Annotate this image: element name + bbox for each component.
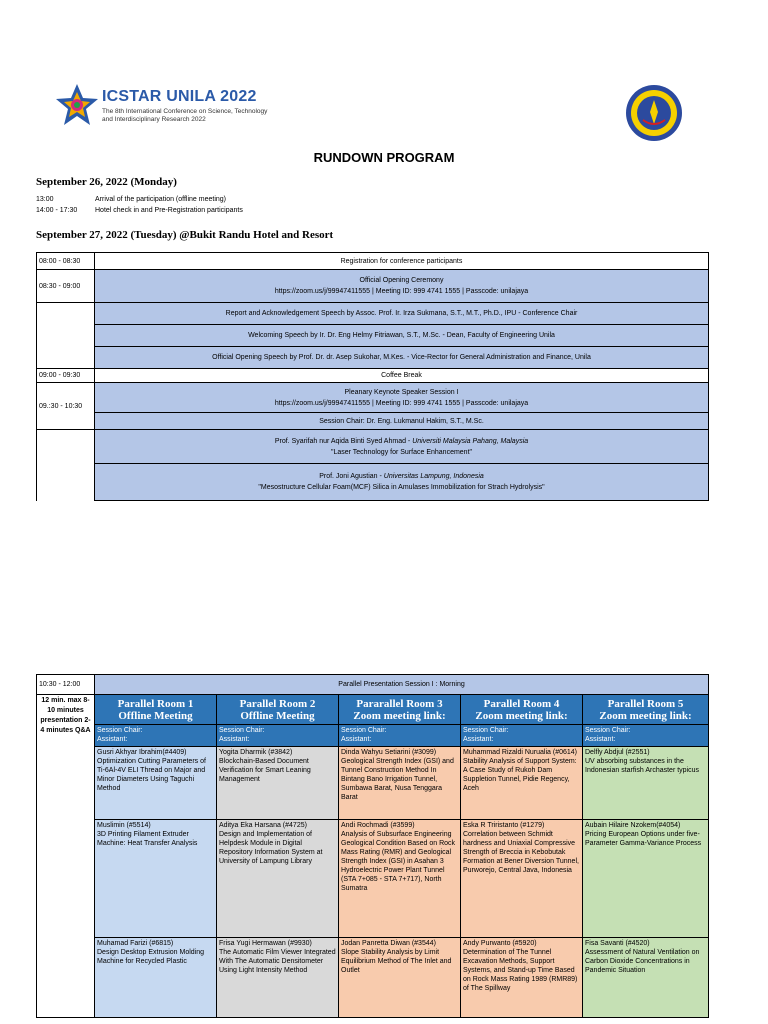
session-title: Parallel Presentation Session I : Morning xyxy=(95,675,709,695)
session-chair-cell: Session Chair: Assistant: xyxy=(583,725,709,747)
session-chair-cell: Session Chair: Assistant: xyxy=(95,725,217,747)
table-row xyxy=(37,675,709,695)
paper-cell: Muhamad Farizi (#6815) Design Desktop Extrusion Molding Machine for Recycled Plastic xyxy=(95,938,217,1018)
paper-cell: Gusri Akhyar Ibrahim(#4409) Optimization Cutting Parameters of Ti-6Al-4V ELI Thread on Major and Minor Diameters Using Taguchi Method xyxy=(95,747,217,820)
time-cell: 08:30 - 09:00 xyxy=(37,270,95,303)
table-row xyxy=(37,430,709,464)
logo-subtitle: The 8th International Conference on Science, Technology and Interdisciplinary Research 2022 xyxy=(102,108,268,123)
paper-cell: Dinda Wahyu Setiarini (#3099) Geological Strength Index (GSI) and Tunnel Construction Method In Bintang Bano Irrigation Tunnel, Sumbawa Barat, Nusa Tenggara Barat xyxy=(339,747,461,820)
table-row xyxy=(37,270,709,303)
room-header: Parallel Room 4 Zoom meeting link: xyxy=(461,695,583,725)
parallel-session-table xyxy=(36,674,709,1018)
day1-item: 13:00 Arrival of the participation (offline meeting) xyxy=(36,196,226,203)
time-cell: 08:00 - 08:30 xyxy=(37,253,95,270)
agenda-cell: Official Opening Ceremony https://zoom.us/j/99947411555 | Meeting ID: 999 4741 1555 | Passcode: unilajaya xyxy=(95,270,709,303)
room-header: Parallel Room 5 Zoom meeting link: xyxy=(583,695,709,725)
table-row xyxy=(37,725,709,747)
time-cell: 09:00 - 09:30 xyxy=(37,369,95,383)
paper-cell: Aubain Hilaire Nzokem(#4054) Pricing European Options under five-Parameter Gamma-Variance Process xyxy=(583,820,709,938)
logo-title: ICSTAR UNILA 2022 xyxy=(102,88,257,105)
paper-cell: Aditya Eka Harsana (#4725) Design and Implementation of Helpdesk Module in Digital Repository Information System at University of Lampung Library xyxy=(217,820,339,938)
agenda-cell: Prof. Joni Agustian - Universitas Lampung, Indonesia "Mesostructure Cellular Foam(MCF) Silica in Amulases Immobilization for Strach Hydrolysis" xyxy=(95,464,709,501)
paper-cell: Fisa Savanti (#4520) Assessment of Natural Ventilation on Carbon Dioxide Concentrations in Pandemic Situation xyxy=(583,938,709,1018)
time-cell xyxy=(37,430,95,464)
day1-date: September 26, 2022 (Monday) xyxy=(36,176,177,188)
paper-cell: Andy Purwanto (#5920) Determination of The Tunnel Excavation Methods, Support Systems, and Stand-up Time Based on Rock Mass Rating 1989 (RMR89) of The Spillway xyxy=(461,938,583,1018)
table-row xyxy=(37,820,709,938)
agenda-cell: Pleanary Keynote Speaker Session I https://zoom.us/j/99947411555 | Meeting ID: 999 4741 1555 | Passcode: unilajaya xyxy=(95,383,709,413)
agenda-cell: Session Chair: Dr. Eng. Lukmanul Hakim, S.T., M.Sc. xyxy=(95,413,709,430)
icstar-logo-icon xyxy=(54,82,100,128)
session-chair-cell: Session Chair: Assistant: xyxy=(339,725,461,747)
paper-cell: Delfly Abdjul (#2551) UV absorbing substances in the Indonesian starfish Archaster typicus xyxy=(583,747,709,820)
session-time: 10:30 - 12:00 xyxy=(37,675,95,695)
table-row xyxy=(37,325,709,347)
room-header: Parallel Room 1 Offline Meeting xyxy=(95,695,217,725)
paper-cell: Jodan Panretta Diwan (#3544) Slope Stability Analysis by Limit Equilibrium Method of The Inlet and Outlet xyxy=(339,938,461,1018)
university-seal-icon xyxy=(625,84,683,142)
page-title: RUNDOWN PROGRAM xyxy=(313,150,455,165)
table-row xyxy=(37,383,709,413)
session-chair-cell: Session Chair: Assistant: xyxy=(461,725,583,747)
session-chair-cell: Session Chair: Assistant: xyxy=(217,725,339,747)
table-row xyxy=(37,464,709,501)
agenda-cell: Welcoming Speech by Ir. Dr. Eng Helmy Fitriawan, S.T., M.Sc. - Dean, Faculty of Engineering Unila xyxy=(95,325,709,347)
agenda-cell: Official Opening Speech by Prof. Dr. dr. Asep Sukohar, M.Kes. - Vice-Rector for General Administration and Finance, Unila xyxy=(95,347,709,369)
agenda-cell: Registration for conference participants xyxy=(95,253,709,270)
day1-item: 14:00 - 17:30 Hotel check in and Pre-Registration participants xyxy=(36,207,243,214)
paper-cell: Andi Rochmadi (#3599) Analysis of Subsurface Engineering Geological Condition Based on Rock Mass Rating (RMR) and Geological Strength Index (GSI) in Asahan 3 Hydroelectric Power Plant Tunnel (STA 7+085 - STA 7+717), North Sumatra xyxy=(339,820,461,938)
paper-cell: Yogita Dharmik (#3842) Blockchain-Based Document Verification for Smart Leaning Management xyxy=(217,747,339,820)
table-row xyxy=(37,347,709,369)
day2-date: September 27, 2022 (Tuesday) @Bukit Randu Hotel and Resort xyxy=(36,229,334,241)
time-cell xyxy=(37,303,95,369)
time-cell: 09.:30 - 10:30 xyxy=(37,383,95,430)
table-row xyxy=(37,695,709,725)
room-header: Pararallel Room 3 Zoom meeting link: xyxy=(339,695,461,725)
paper-cell: Muhammad Rizaldi Nurualia (#0614) Stability Analysis of Support System: A Case Study of Rukoh Dam Suppletion Tunnel, Pidie Regency, Aceh xyxy=(461,747,583,820)
day2-schedule-table xyxy=(36,252,709,501)
presentation-rules: 12 min. max 8-10 minutes presentation 2-4 minutes Q&A xyxy=(37,695,95,1018)
table-row xyxy=(37,938,709,1018)
table-row xyxy=(37,413,709,430)
table-row xyxy=(37,253,709,270)
room-header: Parallel Room 2 Offline Meeting xyxy=(217,695,339,725)
agenda-cell: Report and Acknowledgement Speech by Assoc. Prof. Ir. Irza Sukmana, S.T., M.T., Ph.D., IPU - Conference Chair xyxy=(95,303,709,325)
table-row xyxy=(37,303,709,325)
time-cell xyxy=(37,464,95,501)
paper-cell: Muslimin (#5514) 3D Printing Filament Extruder Machine: Heat Transfer Analysis xyxy=(95,820,217,938)
table-row xyxy=(37,747,709,820)
paper-cell: Eska R Triristanto (#1279) Correlation between Schmidt hardness and Uniaxial Compressive Strength of Breccia in Kebobutak Formation at Bener Diversion Tunnel, Purworejo, Central Java, Indonesia xyxy=(461,820,583,938)
paper-cell: Frisa Yugi Hermawan (#9930) The Automatic Film Viewer Integrated With The Automatic Densitometer Using Light Intensity Method xyxy=(217,938,339,1018)
table-row xyxy=(37,369,709,383)
agenda-cell: Prof. Syarifah nur Aqida Binti Syed Ahmad - Universiti Malaysia Pahang, Malaysia "Laser Technology for Surface Enhancement" xyxy=(95,430,709,464)
agenda-cell: Coffee Break xyxy=(95,369,709,383)
